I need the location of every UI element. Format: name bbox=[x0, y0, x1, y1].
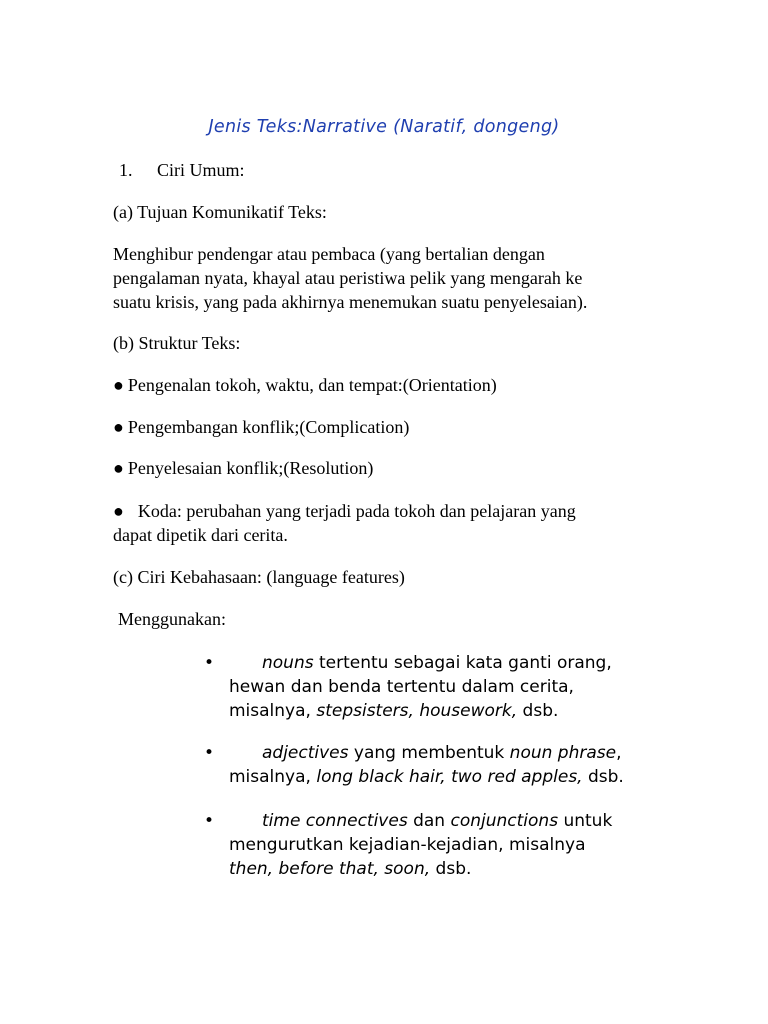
bullet-icon: ● bbox=[113, 501, 124, 521]
feature-text: misalnya, bbox=[229, 701, 317, 721]
section-ciri-umum bbox=[119, 158, 245, 182]
struktur-item-koda bbox=[113, 499, 658, 547]
feature-item bbox=[204, 741, 664, 789]
feature-text: dsb. bbox=[517, 701, 559, 721]
feature-text: misalnya, bbox=[229, 767, 317, 787]
section-number: 1. bbox=[119, 160, 133, 180]
feature-text: untuk bbox=[558, 811, 613, 831]
term: time connectives bbox=[262, 811, 408, 831]
term: long black hair, two red apples, bbox=[316, 767, 583, 787]
bullet-icon: • bbox=[204, 743, 215, 763]
feature-text: yang membentuk bbox=[348, 743, 510, 763]
feature-text: mengurutkan kejadian-kejadian, misalnya bbox=[229, 835, 586, 855]
heading-kebahasaan: (c) Ciri Kebahasaan: (language features) bbox=[113, 567, 405, 587]
paragraph-line: Menghibur pendengar atau pembaca (yang bertalian dengan bbox=[113, 244, 545, 264]
feature-text: dan bbox=[407, 811, 451, 831]
heading-struktur: (b) Struktur Teks: bbox=[113, 333, 241, 353]
heading-tujuan: (a) Tujuan Komunikatif Teks: bbox=[113, 202, 327, 222]
struktur-item bbox=[113, 415, 658, 439]
koda-line: Koda: perubahan yang terjadi pada tokoh dan pelajaran yang bbox=[137, 501, 576, 521]
paragraph-line: pengalaman nyata, khayal atau peristiwa pelik yang mengarah ke bbox=[113, 268, 583, 288]
bullet-icon: • bbox=[204, 811, 215, 831]
struktur-item-text: Penyelesaian konflik;(Resolution) bbox=[127, 458, 374, 478]
feature-item bbox=[204, 809, 664, 881]
koda-line: dapat dipetik dari cerita. bbox=[113, 525, 288, 545]
struktur-item bbox=[113, 373, 658, 397]
struktur-item-text: Pengembangan konflik;(Complication) bbox=[127, 417, 410, 437]
document-title: Jenis Teks:Narrative (Naratif, dongeng) bbox=[208, 117, 560, 137]
term: stepsisters, housework, bbox=[316, 701, 518, 721]
feature-text: , bbox=[616, 743, 622, 763]
term: nouns bbox=[262, 653, 314, 673]
struktur-item-text: Pengenalan tokoh, waktu, dan tempat:(Orientation) bbox=[127, 375, 497, 395]
bullet-icon: ● bbox=[113, 417, 124, 437]
section-label: Ciri Umum: bbox=[157, 160, 245, 180]
struktur-item bbox=[113, 456, 658, 480]
feature-text: dsb. bbox=[582, 767, 624, 787]
paragraph-line: suatu krisis, yang pada akhirnya menemukan suatu penyelesaian). bbox=[113, 292, 588, 312]
term: then, before that, soon, bbox=[229, 859, 431, 879]
paragraph-tujuan bbox=[113, 242, 658, 314]
term: noun phrase bbox=[509, 743, 617, 763]
bullet-icon: • bbox=[204, 653, 215, 673]
feature-text: dsb. bbox=[430, 859, 472, 879]
feature-text: tertentu sebagai kata ganti orang, bbox=[313, 653, 612, 673]
kebahasaan-intro: Menggunakan: bbox=[118, 609, 226, 629]
feature-item bbox=[204, 651, 664, 723]
bullet-icon: ● bbox=[113, 458, 124, 478]
bullet-icon: ● bbox=[113, 375, 124, 395]
term: conjunctions bbox=[450, 811, 559, 831]
term: adjectives bbox=[262, 743, 349, 763]
feature-text: hewan dan benda tertentu dalam cerita, bbox=[229, 677, 574, 697]
